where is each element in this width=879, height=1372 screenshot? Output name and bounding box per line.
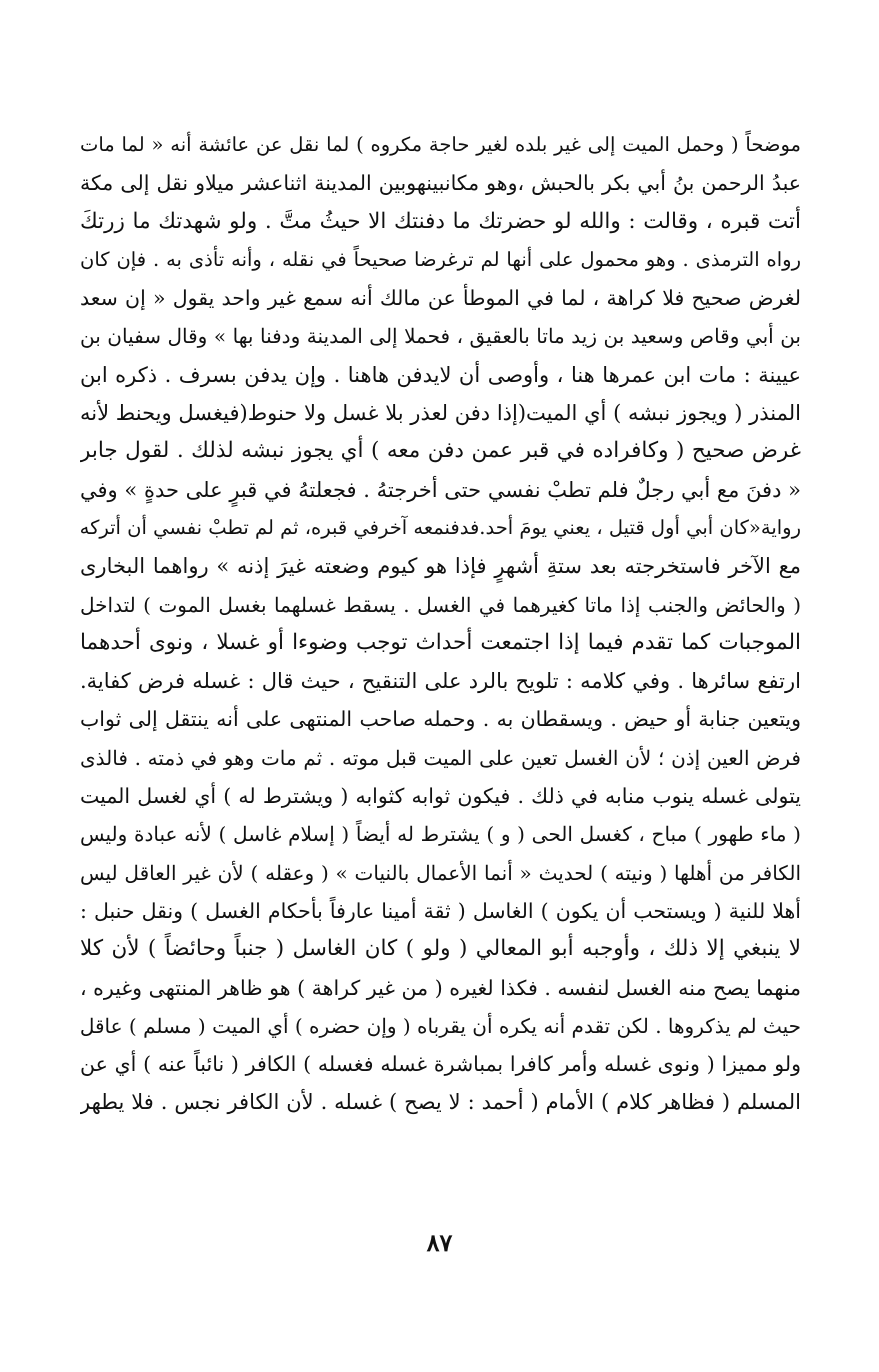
text-line: الكافر من أهلها ( ونيته ) لحديث « أنما الأعمال بالنيات » ( وعقله ) لأن غير العاقل ليس bbox=[80, 860, 801, 885]
text-line: فرض العين إذن ؛ لأن الغسل تعين على الميت قبل موته . ثم مات وهو في ذمته . فالذى bbox=[80, 745, 801, 770]
body-text bbox=[80, 126, 801, 1122]
text-line: عيينة : مات ابن عمرها هنا ، وأوصى أن لايدفن هاهنا . وإن يدفن بسرف . ذكره ابن bbox=[80, 362, 801, 387]
text-line: بن أبي وقاص وسعيد بن زيد ماتا بالعقيق ، فحملا إلى المدينة ودفنا بها » وقال سفيان بن bbox=[80, 324, 801, 349]
text-line: أهلا للنية ( ويستحب أن يكون ) الغاسل ( ثقة أمينا عارفاً بأحكام الغسل ) ونقل حنبل : bbox=[80, 898, 801, 923]
text-line: يتولى غسله ينوب منابه في ذلك . فيكون ثوابه كثوابه ( ويشترط له ) أي لغسل الميت bbox=[80, 784, 801, 809]
text-line: الموجبات كما تقدم فيما إذا اجتمعت أحداث توجب وضوءا أو غسلا ، ونوى أحدهما bbox=[80, 629, 801, 655]
text-line: ويتعين جنابة أو حيض . ويسقطان به . وحمله صاحب المنتهى على أنه ينتقل إلى ثواب bbox=[80, 707, 801, 732]
text-line: ارتفع سائرها . وفي كلامه : تلويح بالرد على التنقيح ، حيث قال : غسله فرض كفاية. bbox=[80, 669, 801, 694]
text-line: « دفنَ مع أبي رجلٌ فلم تطبْ نفسي حتى أخرجتهُ . فجعلتهُ في قبرٍ على حدةٍ » وفي bbox=[80, 477, 801, 502]
text-line: ( والحائض والجنب إذا ماتا كغيرهما في الغسل . يسقط غسلهما بغسل الموت ) لتداخل bbox=[80, 592, 801, 617]
text-line: المسلم ( فظاهر كلام ) الأمام ( أحمد : لا يصح ) غسله . لأن الكافر نجس . فلا يطهر bbox=[80, 1090, 801, 1115]
text-line: غرض صحيح ( وكافراده في قبر عمن دفن معه ) أي يجوز نبشه لذلك . لقول جابر bbox=[80, 438, 801, 464]
text-line: المنذر ( ويجوز نبشه ) أي الميت(إذا دفن لعذر بلا غسل ولا حنوط(فيغسل ويحنط لأنه bbox=[80, 401, 801, 426]
text-line: ( ماء طهور ) مباح ، كغسل الحى ( و ) يشترط له أيضاً ( إسلام غاسل ) لأنه عبادة وليس bbox=[80, 822, 801, 847]
text-line: عبدُ الرحمن بنُ أبي بكر بالحبش ،وهو مكانبينهوبين المدينة اثناعشر ميلاو نقل إلى مكة bbox=[80, 171, 801, 196]
text-line: رواية«كان أبي أول قتيل ، يعني يومَ أحد.فدفنمعه آخرفي قبره، ثم لم تطبْ نفسي أن أتركه bbox=[80, 515, 801, 539]
text-line: لغرض صحيح فلا كراهة ، لما في الموطأ عن مالك أنه سمع غير واحد يقول « إن سعد bbox=[80, 286, 801, 311]
text-line: لا ينبغي إلا ذلك ، وأوجبه أبو المعالي ( ولو ) كان الغاسل ( جنباً وحائضاً ) لأن كلا bbox=[80, 936, 801, 962]
text-line: مع الآخر فاستخرجته بعد ستةِ أشهرٍ فإذا هو كيوم وضعته غيرَ إذنه » رواهما البخارى bbox=[80, 554, 801, 579]
text-line: ولو مميزا ( ونوى غسله وأمر كافرا بمباشرة غسله فغسله ) الكافر ( نائباً عنه ) أي عن bbox=[80, 1052, 801, 1077]
page-number: ٨٧ bbox=[426, 1228, 453, 1257]
text-line: موضحاً ( وحمل الميت إلى غير بلده لغير حاجة مكروه ) لما نقل عن عائشة أنه « لما مات bbox=[80, 133, 801, 156]
text-line: حيث لم يذكروها . لكن تقدم أنه يكره أن يقرباه ( وإن حضره ) أي الميت ( مسلم ) عاقل bbox=[80, 1013, 801, 1038]
text-line: أتت قبره ، وقالت : والله لو حضرتك ما دفنتك الا حيثُ متَّ . ولو شهدتك ما زرتكَ bbox=[80, 208, 801, 234]
text-line: منهما يصح منه الغسل لنفسه . فكذا لغيره ( من غير كراهة ) هو ظاهر المنتهى وغيره ، bbox=[80, 975, 801, 1000]
text-line: رواه الترمذى . وهو محمول على أنها لم ترغرضا صحيحاً في نقله ، وأنه تأذى به . فإن كان bbox=[80, 247, 801, 271]
